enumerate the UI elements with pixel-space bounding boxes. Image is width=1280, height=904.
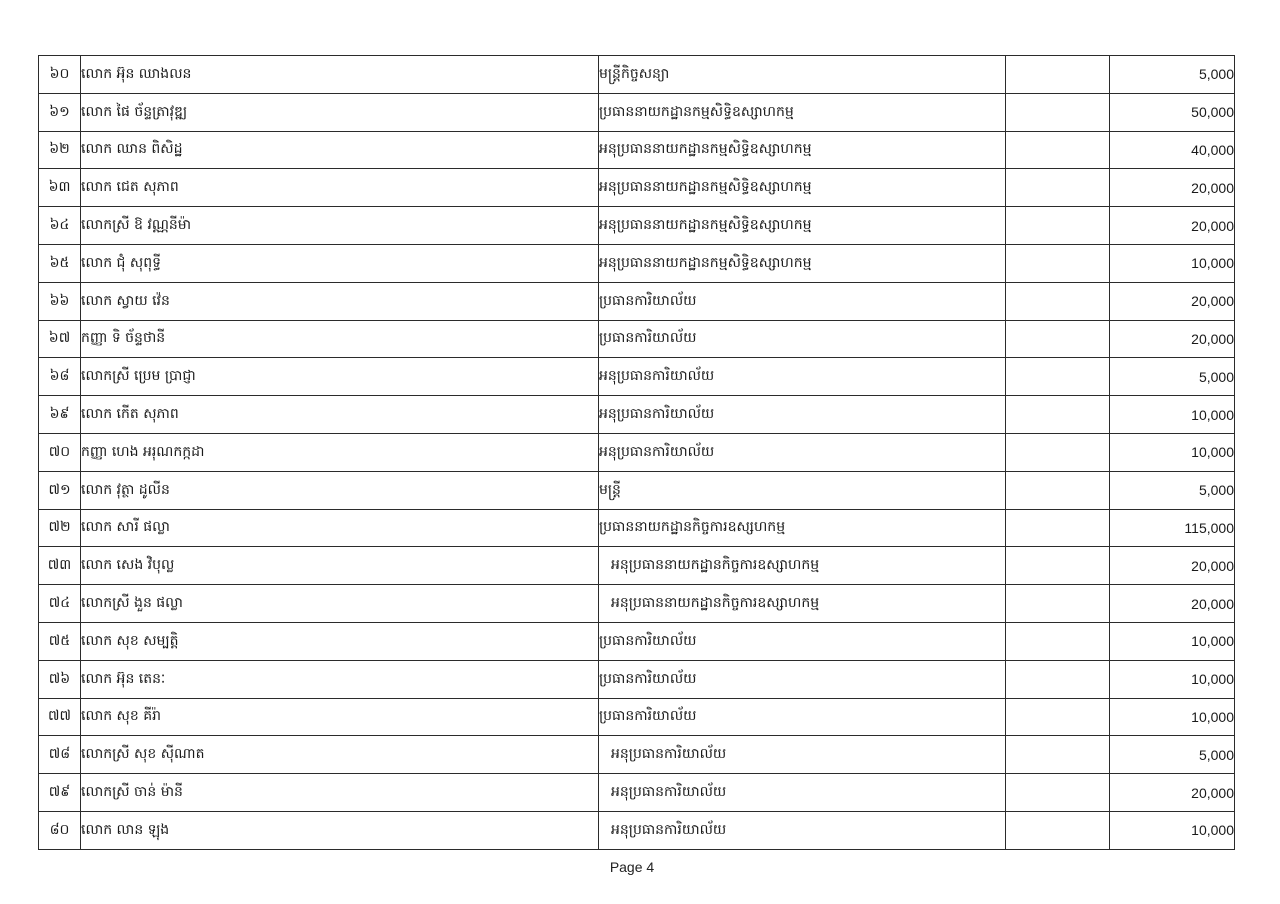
- position-title: ប្រធានការិយាល័យ: [599, 622, 1006, 660]
- row-number: ៦៦: [39, 282, 81, 320]
- person-name: កញ្ញា ទិ ច័ន្ទថានី: [81, 320, 599, 358]
- table-row: [39, 93, 1235, 131]
- row-number: ៧៩: [39, 774, 81, 812]
- empty-cell: [1006, 509, 1110, 547]
- table-row: [39, 471, 1235, 509]
- row-number: ៦០: [39, 56, 81, 94]
- row-number: ៧១: [39, 471, 81, 509]
- position-title: អនុប្រធាននាយកដ្ឋានកម្មសិទ្ធិឧស្សាហកម្ម: [599, 131, 1006, 169]
- page-number: Page 4: [609, 859, 655, 875]
- amount: 5,000: [1110, 56, 1235, 94]
- row-number: ៦១: [39, 93, 81, 131]
- table-row: [39, 774, 1235, 812]
- table-row: [39, 811, 1235, 849]
- position-title: ប្រធានការិយាល័យ: [599, 660, 1006, 698]
- amount: 10,000: [1110, 622, 1235, 660]
- empty-cell: [1006, 622, 1110, 660]
- person-name: លោក ជុំ សុពុទ្ធី: [81, 244, 599, 282]
- amount: 5,000: [1110, 471, 1235, 509]
- amount: 40,000: [1110, 131, 1235, 169]
- person-name: លោក ឈាន ពិសិដ្ឋ: [81, 131, 599, 169]
- row-number: ៧០: [39, 433, 81, 471]
- empty-cell: [1006, 207, 1110, 245]
- row-number: ៦៥: [39, 244, 81, 282]
- row-number: ៦២: [39, 131, 81, 169]
- person-name: លោក ស្វាយ វ៉េន: [81, 282, 599, 320]
- empty-cell: [1006, 320, 1110, 358]
- person-name: លោក ផៃ ច័ន្ទត្រាវុឌ្ឍ: [81, 93, 599, 131]
- empty-cell: [1006, 660, 1110, 698]
- amount: 50,000: [1110, 93, 1235, 131]
- amount: 10,000: [1110, 811, 1235, 849]
- amount: 115,000: [1110, 509, 1235, 547]
- row-number: ៧៥: [39, 622, 81, 660]
- row-number: ៨០: [39, 811, 81, 849]
- position-title: អនុប្រធាននាយកដ្ឋានកម្មសិទ្ធិឧស្សាហកម្ម: [599, 207, 1006, 245]
- person-name: លោក ជេត សុភាព: [81, 169, 599, 207]
- empty-cell: [1006, 585, 1110, 623]
- person-name: លោក អ៊ុន ឈាងលន: [81, 56, 599, 94]
- empty-cell: [1006, 471, 1110, 509]
- empty-cell: [1006, 433, 1110, 471]
- row-number: ៦៤: [39, 207, 81, 245]
- person-name: លោក វុត្ថា ដូលីន: [81, 471, 599, 509]
- empty-cell: [1006, 131, 1110, 169]
- amount: 10,000: [1110, 244, 1235, 282]
- row-number: ៧៤: [39, 585, 81, 623]
- person-name: លោកស្រី ប្រេម ប្រាជ្ញា: [81, 358, 599, 396]
- position-title: អនុប្រធានការិយាល័យ: [599, 774, 1006, 812]
- position-title: ប្រធាននាយកដ្ឋានកិច្ចការឧស្សហកម្ម: [599, 509, 1006, 547]
- amount: 10,000: [1110, 660, 1235, 698]
- amount: 20,000: [1110, 547, 1235, 585]
- position-title: មន្ត្រី: [599, 471, 1006, 509]
- position-title: អនុប្រធានការិយាល័យ: [599, 811, 1006, 849]
- position-title: ប្រធានការិយាល័យ: [599, 282, 1006, 320]
- table-row: [39, 320, 1235, 358]
- table-row: [39, 547, 1235, 585]
- table-row: [39, 736, 1235, 774]
- amount: 20,000: [1110, 585, 1235, 623]
- table-row: [39, 244, 1235, 282]
- position-title: អនុប្រធាននាយកដ្ឋានកិច្ចការឧស្សាហកម្ម: [599, 585, 1006, 623]
- row-number: ៧៦: [39, 660, 81, 698]
- empty-cell: [1006, 698, 1110, 736]
- table-row: [39, 396, 1235, 434]
- row-number: ៦៣: [39, 169, 81, 207]
- table-row: [39, 660, 1235, 698]
- table-row: [39, 207, 1235, 245]
- row-number: ៦៧: [39, 320, 81, 358]
- person-name: លោកស្រី ឱ វណ្ណនីម៉ា: [81, 207, 599, 245]
- amount: 20,000: [1110, 169, 1235, 207]
- table-row: [39, 509, 1235, 547]
- amount: 20,000: [1110, 320, 1235, 358]
- empty-cell: [1006, 93, 1110, 131]
- amount: 5,000: [1110, 736, 1235, 774]
- person-name: លោក អ៊ុន តេនៈ: [81, 660, 599, 698]
- amount: 20,000: [1110, 774, 1235, 812]
- empty-cell: [1006, 774, 1110, 812]
- amount: 5,000: [1110, 358, 1235, 396]
- position-title: ប្រធានការិយាល័យ: [599, 320, 1006, 358]
- table-row: [39, 433, 1235, 471]
- position-title: អនុប្រធានការិយាល័យ: [599, 396, 1006, 434]
- table-row: [39, 131, 1235, 169]
- table-row: [39, 282, 1235, 320]
- position-title: អនុប្រធាននាយកដ្ឋានកម្មសិទ្ធិឧស្សាហកម្ម: [599, 169, 1006, 207]
- amount: 10,000: [1110, 433, 1235, 471]
- person-name: លោក សុខ សម្បត្តិ: [81, 622, 599, 660]
- person-name: លោកស្រី សុខ ស៊ីណាត: [81, 736, 599, 774]
- position-title: ប្រធានការិយាល័យ: [599, 698, 1006, 736]
- row-number: ៧៧: [39, 698, 81, 736]
- person-name: លោក សេង វិបុល្ល: [81, 547, 599, 585]
- empty-cell: [1006, 396, 1110, 434]
- donor-table: [38, 55, 1235, 850]
- amount: 10,000: [1110, 698, 1235, 736]
- position-title: អនុប្រធាននាយកដ្ឋានកម្មសិទ្ធិឧស្សាហកម្ម: [599, 244, 1006, 282]
- table-row: [39, 169, 1235, 207]
- empty-cell: [1006, 547, 1110, 585]
- row-number: ៧៨: [39, 736, 81, 774]
- empty-cell: [1006, 736, 1110, 774]
- position-title: អនុប្រធាននាយកដ្ឋានកិច្ចការឧស្សាហកម្ម: [599, 547, 1006, 585]
- amount: 20,000: [1110, 207, 1235, 245]
- empty-cell: [1006, 358, 1110, 396]
- empty-cell: [1006, 244, 1110, 282]
- amount: 20,000: [1110, 282, 1235, 320]
- empty-cell: [1006, 169, 1110, 207]
- table-row: [39, 585, 1235, 623]
- empty-cell: [1006, 282, 1110, 320]
- person-name: កញ្ញា ហេង អរុណកក្កដា: [81, 433, 599, 471]
- person-name: លោក លាន ឡុង: [81, 811, 599, 849]
- table-row: [39, 358, 1235, 396]
- table-row: [39, 698, 1235, 736]
- position-title: អនុប្រធានការិយាល័យ: [599, 358, 1006, 396]
- row-number: ៦៩: [39, 396, 81, 434]
- row-number: ៧៣: [39, 547, 81, 585]
- row-number: ៦៨: [39, 358, 81, 396]
- row-number: ៧២: [39, 509, 81, 547]
- table-row: [39, 56, 1235, 94]
- position-title: មន្ត្រីកិច្ចសន្យា: [599, 56, 1006, 94]
- table-row: [39, 622, 1235, 660]
- person-name: លោកស្រី ងួន ផល្លា: [81, 585, 599, 623]
- person-name: លោក សុខ គីរ៉ា: [81, 698, 599, 736]
- empty-cell: [1006, 811, 1110, 849]
- position-title: អនុប្រធានការិយាល័យ: [599, 433, 1006, 471]
- amount: 10,000: [1110, 396, 1235, 434]
- person-name: លោក សារី ផល្លា: [81, 509, 599, 547]
- person-name: លោកស្រី ចាន់ ម៉ានី: [81, 774, 599, 812]
- empty-cell: [1006, 56, 1110, 94]
- position-title: ប្រធាននាយកដ្ឋានកម្មសិទ្ធិឧស្សាហកម្ម: [599, 93, 1006, 131]
- position-title: អនុប្រធានការិយាល័យ: [599, 736, 1006, 774]
- person-name: លោក កើត សុភាព: [81, 396, 599, 434]
